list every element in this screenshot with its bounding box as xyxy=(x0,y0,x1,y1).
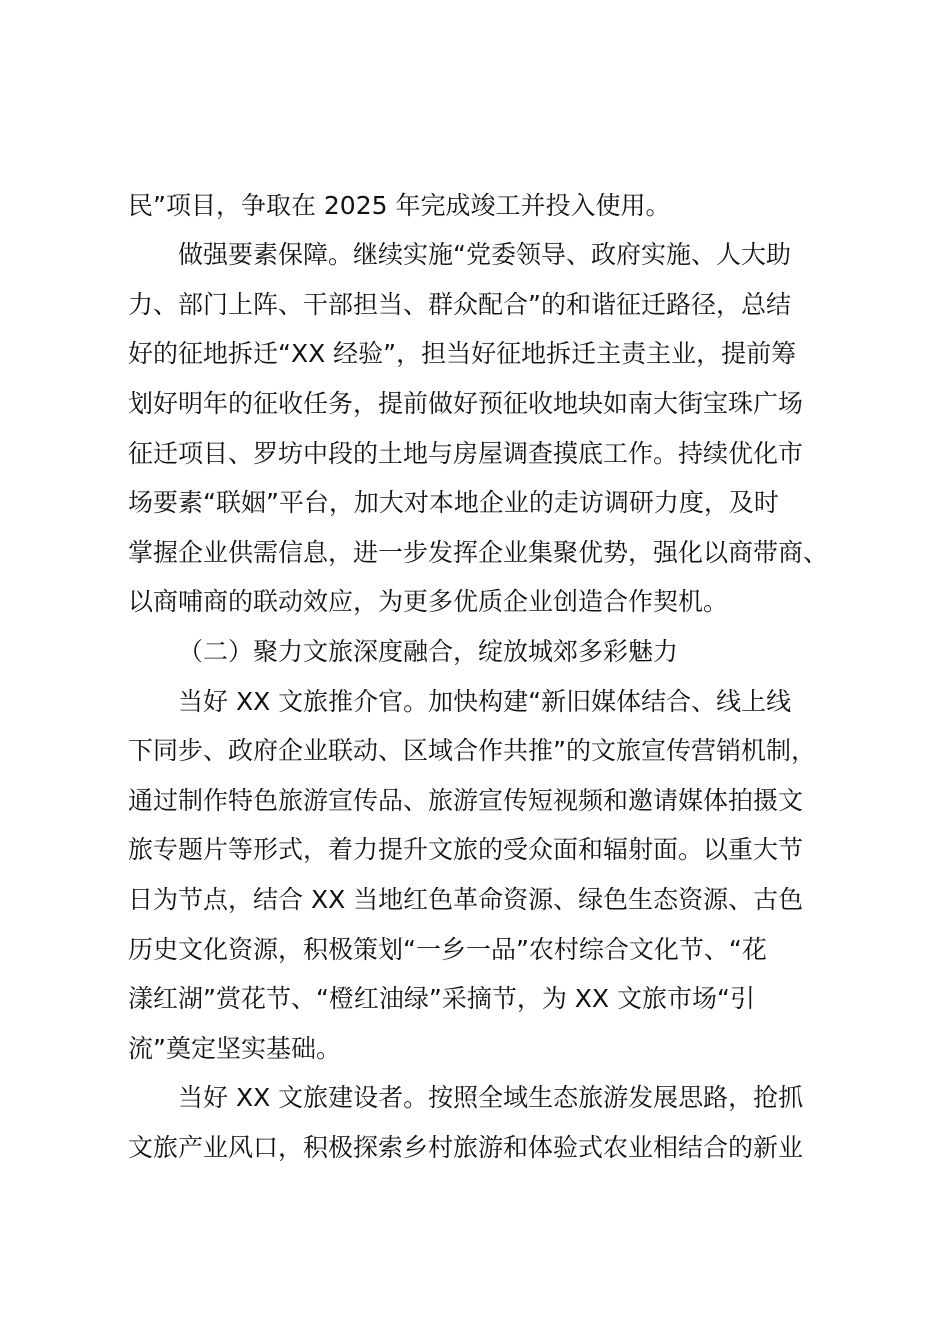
text-line: 旅专题片等形式，着力提升文旅的受众面和辐射面。以重大节 xyxy=(128,835,804,864)
text-line: 好的征地拆迁“XX 经验”，担当好征地拆迁主责主业，提前筹 xyxy=(128,339,797,368)
section-heading: （二）聚力文旅深度融合，绽放城郊多彩魅力 xyxy=(178,637,679,666)
text-line: 当好 XX 文旅推介官。加快构建“新旧媒体结合、线上线 xyxy=(178,687,792,716)
text-line: 下同步、政府企业联动、区域合作共推”的文旅宣传营销机制， xyxy=(128,736,816,765)
text-line: 历史文化资源，积极策划“一乡一品”农村综合文化节、“花 xyxy=(128,935,767,964)
text-line: 流”奠定坚实基础。 xyxy=(128,1034,341,1063)
text-line: 征迁项目、罗坊中段的土地与房屋调查摸底工作。持续优化市 xyxy=(128,439,804,468)
text-line: 场要素“联姻”平台，加大对本地企业的走访调研力度，及时 xyxy=(128,488,779,517)
text-line: 民”项目，争取在 2025 年完成竣工并投入使用。 xyxy=(128,191,671,220)
text-line: 日为节点，结合 XX 当地红色革命资源、绿色生态资源、古色 xyxy=(128,885,804,914)
text-line: 当好 XX 文旅建设者。按照全域生态旅游发展思路，抢抓 xyxy=(178,1083,804,1112)
text-line: 掌握企业供需信息，进一步发挥企业集聚优势，强化以商带商、 xyxy=(128,538,829,567)
text-line: 力、部门上阵、干部担当、群众配合”的和谐征迁路径，总结 xyxy=(128,290,791,319)
text-line: 文旅产业风口，积极探索乡村旅游和体验式农业相结合的新业 xyxy=(128,1133,804,1162)
text-line: 做强要素保障。继续实施“党委领导、政府实施、人大助 xyxy=(178,240,791,269)
text-line: 划好明年的征收任务，提前做好预征收地块如南大街宝珠广场 xyxy=(128,389,804,418)
text-line: 漾红湖”赏花节、“橙红油绿”采摘节，为 XX 文旅市场“引 xyxy=(128,984,755,1013)
text-line: 以商哺商的联动效应，为更多优质企业创造合作契机。 xyxy=(128,587,729,616)
text-line: 通过制作特色旅游宣传品、旅游宣传短视频和邀请媒体拍摄文 xyxy=(128,786,804,815)
